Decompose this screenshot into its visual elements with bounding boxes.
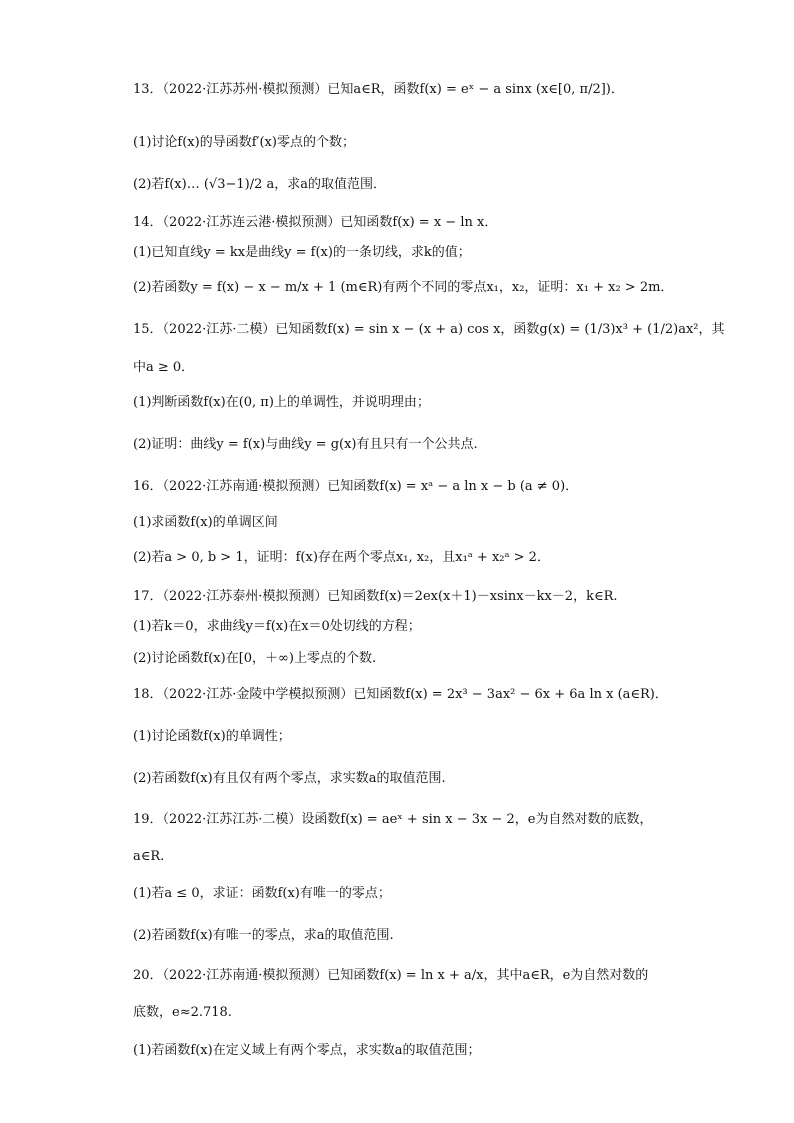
problem-15-part-1: (1)判断函数f(x)在(0, π)上的单调性，并说明理由； [133,395,430,410]
problem-16-part-2: (2)若a > 0, b > 1，证明：f(x)存在两个零点x₁, x₂，且x₁ᵃ + x₂ᵃ > 2． [133,550,550,565]
problem-13-stem: 13．（2022·江苏苏州·模拟预测）已知a∈R，函数f(x) = eˣ − a sinx (x∈[0, π/2])． [133,82,624,97]
problem-15-stem: 15．（2022·江苏·二模）已知函数f(x) = sin x − (x + a) cos x，函数g(x) = (1/3)x³ + (1/2)ax²，其 [133,322,725,337]
problem-19-part-1: (1)若a ≤ 0，求证：函数f(x)有唯一的零点； [133,886,391,901]
problem-15-stem-continued: 中a ≥ 0． [133,360,195,375]
problem-20-stem: 20．（2022·江苏南通·模拟预测）已知函数f(x) = ln x + a/x，其中a∈R，e为自然对数的 [133,968,649,983]
problem-14-stem: 14．（2022·江苏连云港·模拟预测）已知函数f(x) = x − ln x． [133,215,498,230]
problem-17-stem: 17．（2022·江苏泰州·模拟预测）已知函数f(x)＝2ex(x＋1)－xsinx－kx－2，k∈R. [133,589,618,604]
problem-17-part-1: (1)若k＝0，求曲线y＝f(x)在x＝0处切线的方程； [133,619,421,634]
problem-18-part-1: (1)讨论函数f(x)的单调性； [133,729,291,744]
problem-13-part-1: (1)讨论f(x)的导函数f′(x)零点的个数； [133,135,355,150]
problem-20-part-1: (1)若函数f(x)在定义域上有两个零点，求实数a的取值范围； [133,1043,481,1058]
problem-13-part-2: (2)若f(x)… (√3−1)/2 a，求a的取值范围． [133,177,386,192]
problem-19-stem-continued: a∈R. [133,849,165,864]
problem-14-part-2: (2)若函数y = f(x) − x − m/x + 1 (m∈R)有两个不同的零点x₁，x₂，证明：x₁ + x₂ > 2m． [133,280,674,295]
problem-14-part-1: (1)已知直线y = kx是曲线y = f(x)的一条切线，求k的值； [133,245,471,260]
problem-18-stem: 18．（2022·江苏·金陵中学模拟预测）已知函数f(x) = 2x³ − 3ax² − 6x + 6a ln x (a∈R)． [133,687,668,702]
problem-20-stem-continued: 底数，e≈2.718. [133,1005,232,1020]
problem-19-part-2: (2)若函数f(x)有唯一的零点，求a的取值范围. [133,928,394,943]
problem-19-stem: 19．（2022·江苏江苏·二模）设函数f(x) = aeˣ + sin x − 3x − 2，e为自然对数的底数， [133,812,653,827]
problem-16-part-1: (1)求函数f(x)的单调区间 [133,515,278,530]
problem-17-part-2: (2)讨论函数f(x)在[0，＋∞)上零点的个数. [133,651,377,666]
problem-18-part-2: (2)若函数f(x)有且仅有两个零点，求实数a的取值范围. [133,771,446,786]
problem-16-stem: 16．（2022·江苏南通·模拟预测）已知函数f(x) = xᵃ − a ln x − b (a ≠ 0)． [133,479,579,494]
problem-15-part-2: (2)证明：曲线y = f(x)与曲线y = g(x)有且只有一个公共点. [133,437,478,452]
